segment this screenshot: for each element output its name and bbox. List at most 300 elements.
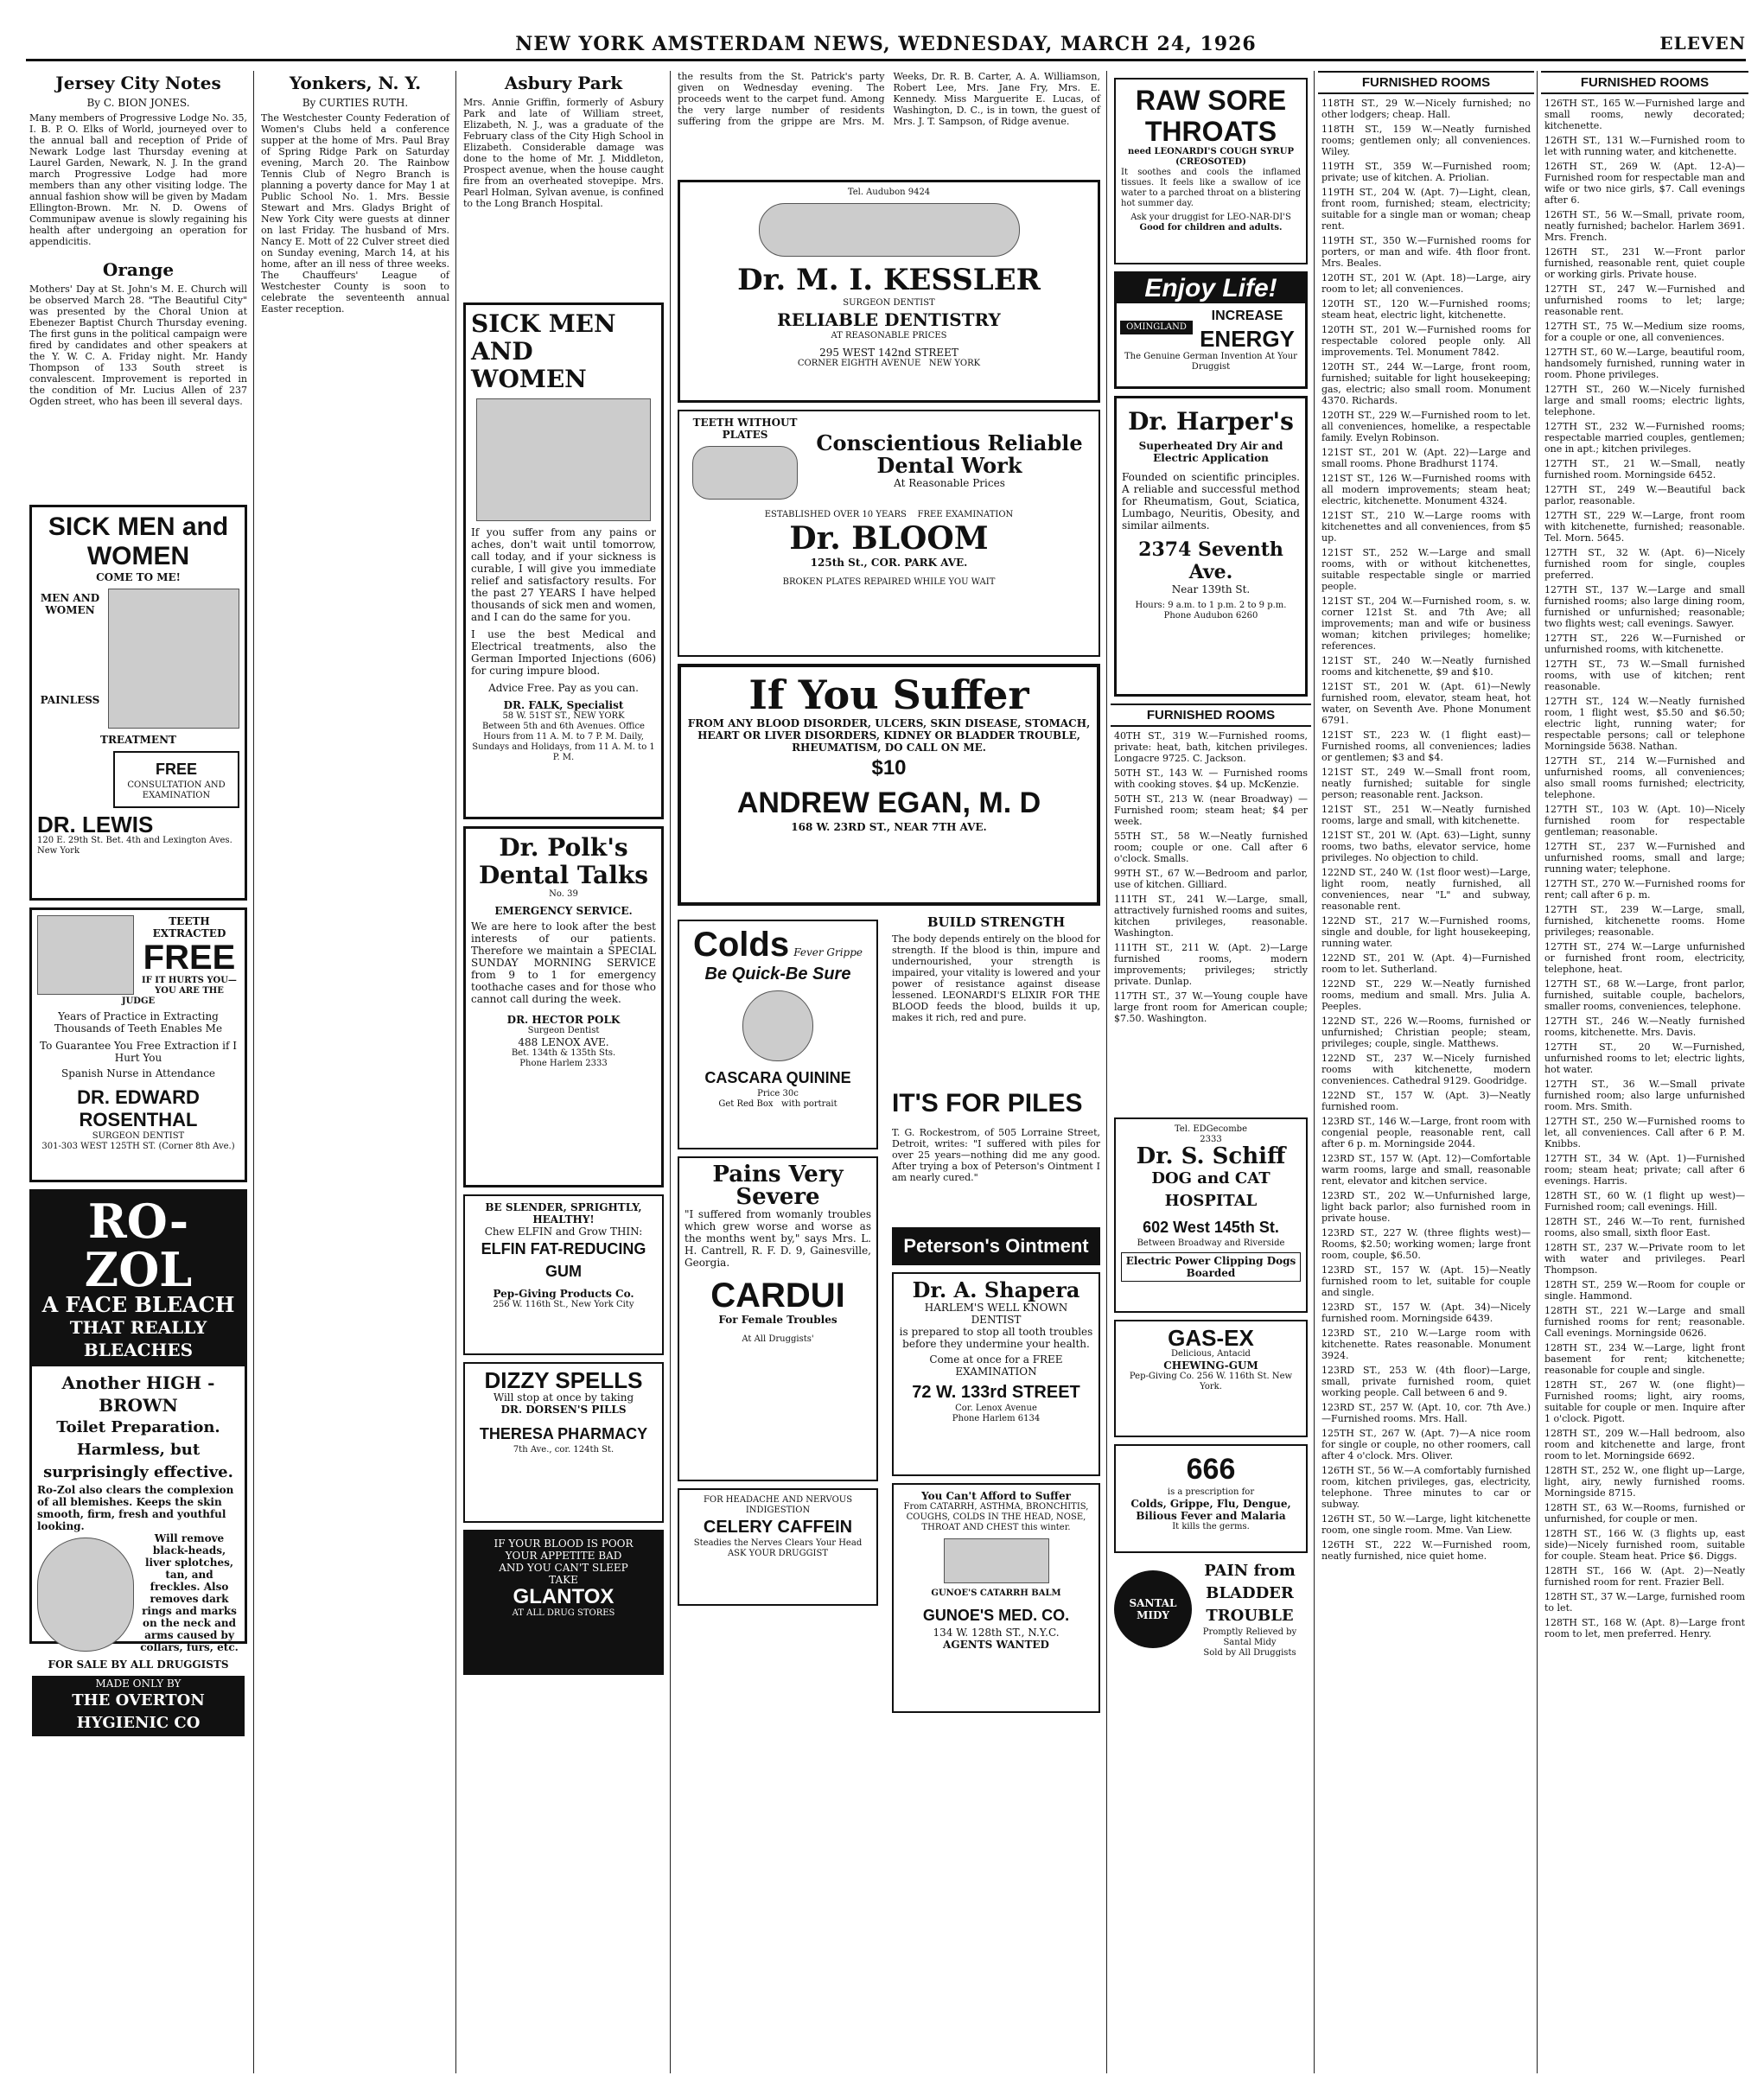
ad-bloom-address: 125th St., COR. PARK AVE. xyxy=(810,557,968,569)
ad-lewis-free: FREE xyxy=(155,761,197,778)
column-rule xyxy=(670,71,671,2073)
ad-rosenthal-hurts: IF IT HURTS YOU— YOU ARE THE JUDGE xyxy=(121,976,237,1006)
ad-harper-near: Near 139th St. xyxy=(1171,583,1251,595)
ad-shapera-name: Dr. A. Shapera xyxy=(912,1277,1080,1302)
ad-egan-fee: $10 xyxy=(871,756,907,780)
ad-enjoy-brand: OMINGLAND xyxy=(1120,321,1193,334)
list-item: 126TH ST., 165 W.—Furnished large and small rooms, newly decorated; kitchenette. xyxy=(1544,98,1745,131)
list-item: 117TH ST., 37 W.—Young couple have large front room for American couple; $7.50. Washington. xyxy=(1114,990,1308,1024)
ad-kessler-address: 295 WEST 142nd STREET xyxy=(819,347,958,359)
ad-dr-polk xyxy=(463,826,664,1187)
ad-polk-address: 488 LENOX AVE. xyxy=(518,1036,609,1048)
ad-rosenthal-guarantee: To Guarantee You Free Extraction if I Hurt You xyxy=(40,1040,237,1064)
ad-raw-sore-throats xyxy=(1114,78,1308,264)
ad-666-number: 666 xyxy=(1186,1453,1236,1486)
asbury-text: Mrs. Annie Griffin, formerly of Asbury Park and late of William street, Elizabeth, N. J., was a graduate of the February class of the City High School in Elizabeth. Considerable damage was done to the home of Mr. J. Middleton, Prospect avenue, when the house caught fire from an overheated stovepipe. Mrs. Pearl Holman, Sylvan avenue, is confined to the Long Branch Hospital. xyxy=(463,97,664,209)
ad-lewis-headline: SICK MEN and WOMEN xyxy=(48,513,229,570)
list-item: 121ST ST., 240 W.—Neatly furnished rooms and kitchenette, $9 and $10. xyxy=(1321,655,1531,678)
column-rule xyxy=(1537,71,1538,2073)
list-item: 121ST ST., 210 W.—Large rooms with kitchenettes and all conveniences, from $5 up. xyxy=(1321,510,1531,544)
ad-dr-egan xyxy=(678,664,1100,906)
ad-glantox-line3: AND YOU CAN'T SLEEP xyxy=(499,1562,628,1574)
column-6 xyxy=(1318,71,1534,2073)
ad-polk-phone: Phone Harlem 2333 xyxy=(519,1059,608,1068)
ad-bloom-name: Dr. BLOOM xyxy=(789,520,989,557)
ad-santal-midy xyxy=(1114,1560,1308,1659)
ad-gasex-gum: CHEWING-GUM xyxy=(1163,1359,1258,1372)
ad-lewis-name: DR. LEWIS xyxy=(37,812,154,837)
column-rule xyxy=(253,71,254,2073)
ad-egan-address: 168 W. 23RD ST., NEAR 7TH AVE. xyxy=(791,821,987,833)
ad-enjoy-energy: ENERGY xyxy=(1200,326,1295,352)
ad-cardui-druggists: At All Druggists' xyxy=(742,1334,814,1344)
list-item: 119TH ST., 350 W.—Furnished rooms for porters, or man and wife. 4th floor front. Mrs. Beales. xyxy=(1321,235,1531,269)
ad-gas-ex xyxy=(1114,1320,1308,1437)
ad-rozol-another: Another HIGH - BROWN xyxy=(61,1372,215,1416)
ad-gasex-sub: Delicious, Antacid xyxy=(1171,1349,1251,1359)
column-3 xyxy=(460,71,667,2073)
list-item: 120TH ST., 244 W.—Large, front room, furnished; suitable for light housekeeping; gas, electric; also small room. Monument 4370. Richards. xyxy=(1321,361,1531,406)
ad-cardui-body: "I suffered from womanly troubles which grew worse and worse as the months went by," says Mrs. L. H. Cantrell, R. F. D. 9, Gainesville, Georgia. xyxy=(685,1208,871,1269)
ad-rozol-sale: FOR SALE BY ALL DRUGGISTS xyxy=(48,1659,229,1671)
ad-falk-treat: I use the best Medical and Electrical treatments, also the German Imported Injections (606) for curing impure blood. xyxy=(471,628,656,677)
piles-text: T. G. Rockestrom, of 505 Lorraine Street, Detroit, writes: "I suffered with piles for over 25 years—nothing did me any good. After trying a box of Peterson's Ointment I am nearly cured." xyxy=(892,1127,1100,1183)
ad-falk-advice: Advice Free. Pay as you can. xyxy=(488,682,639,694)
ad-rosenthal-teeth: TEETH EXTRACTED xyxy=(152,915,226,939)
list-item: 121ST ST., 252 W.—Large and small rooms, with or without kitchenettes, suitable respectable single or married people. xyxy=(1321,547,1531,592)
ad-gasex-maker: Pep-Giving Co. 256 W. 116th St. New York. xyxy=(1129,1372,1293,1391)
ad-gunoe-body: From CATARRH, ASTHMA, BRONCHITIS, COUGHS, COLDS IN THE HEAD, NOSE, THROAT AND CHEST this winter. xyxy=(903,1502,1089,1532)
ad-schiff-hospital: DOG and CAT HOSPITAL xyxy=(1151,1169,1270,1210)
ad-glantox-line4: TAKE xyxy=(549,1574,578,1586)
list-item: 127TH ST., 68 W.—Large, front parlor, furnished, suitable couple, bachelors, smaller rooms, conveniences, telephone. xyxy=(1544,978,1745,1012)
list-item: 127TH ST., 103 W. (Apt. 10)—Nicely furnished room for respectable gentleman; reasonable. xyxy=(1544,804,1745,837)
ad-lewis-mw: MEN AND WOMEN xyxy=(40,592,100,616)
list-item: 121ST ST., 201 W. (Apt. 61)—Newly furnished room, elevator, steam heat, hot water, on Seventh Ave. Phone Monument 6791. xyxy=(1321,681,1531,726)
column-4-news-text: the results from the St. Patrick's party given on Wednesday evening. The proceeds went to the carpet fund. Among the very large number of residents suffering from the grippe are Mrs. M. Weeks, Dr. R. B. Carter, A. A. Williamson, Robert Lee, Mrs. Jane Fry, Mrs. E. Kennedy. Miss Marguerite E. Lucas, of Washington, D. C., is in town, the guest of Mrs. J. T. Sampson, of Ridge avenue. xyxy=(678,71,1100,127)
ad-dizzy-headline: DIZZY SPELLS xyxy=(484,1367,643,1393)
ad-bloom-broken: BROKEN PLATES REPAIRED WHILE YOU WAIT xyxy=(782,577,996,587)
list-item: 50TH ST., 143 W. — Furnished rooms with cooking stoves. $4 up. McKenzie. xyxy=(1114,767,1308,790)
list-item: 119TH ST., 204 W. (Apt. 7)—Light, clean, front room, furnished; steam, electricity; suitable for a single man or woman; cheap rent. xyxy=(1321,187,1531,232)
list-item: 123RD ST., 146 W.—Large, front room with congenial people, reasonable rent, call after 6 p. m. Morningside 2044. xyxy=(1321,1116,1531,1149)
column-rule xyxy=(1106,71,1107,2073)
ad-polk-between: Bet. 134th & 135th Sts. xyxy=(511,1048,616,1058)
ad-enjoy-german: The Genuine German Invention At Your Druggist xyxy=(1124,352,1297,372)
ad-shapera-free: Come at once for a FREE EXAMINATION xyxy=(929,1353,1063,1378)
ad-gunoe-agents: AGENTS WANTED xyxy=(943,1639,1049,1651)
list-item: 127TH ST., 36 W.—Small private furnished room; also large unfurnished room. Mrs. Smith. xyxy=(1544,1079,1745,1112)
ad-throats-good: Good for children and adults. xyxy=(1139,223,1283,232)
list-item: 121ST ST., 249 W.—Small front room, neatly furnished; suitable for single person; reasonable rent. Jackson. xyxy=(1321,767,1531,800)
ad-colds-quinine xyxy=(678,920,878,1149)
ad-shapera-phone: Phone Harlem 6134 xyxy=(952,1414,1041,1423)
list-item: 128TH ST., 60 W. (1 flight up west)—Furnished room; call evenings. Hill. xyxy=(1544,1190,1745,1213)
furnished-rooms-heading: FURNISHED ROOMS xyxy=(1541,71,1748,94)
list-item: 40TH ST., 319 W.—Furnished rooms, private: heat, bath, kitchen privileges. Longacre 9725. C. Jackson. xyxy=(1114,730,1308,764)
ad-cardui-brand: CARDUI xyxy=(710,1277,845,1315)
list-item: 123RD ST., 157 W. (Apt. 12)—Comfortable warm rooms, large and small, reasonable rent, elevator and kitchen service. xyxy=(1321,1153,1531,1187)
ad-schiff-tel: Tel. EDGecombe xyxy=(1174,1124,1247,1134)
ad-rozol-harmless: Harmless, but surprisingly effective. xyxy=(43,1441,233,1481)
page-folio: ELEVEN xyxy=(1659,33,1746,54)
ad-throats-headline: RAW SORE THROATS xyxy=(1135,85,1287,147)
ad-throats-ask: Ask your druggist for LEO-NAR-DI'S xyxy=(1130,213,1291,222)
ad-caffein-line3: Steadies the Nerves Clears Your Head xyxy=(693,1538,863,1548)
list-item: 123RD ST., 202 W.—Unfurnished large, light back parlor; also furnished room in private house. xyxy=(1321,1190,1531,1224)
ad-rozol-removes: Will remove black-heads, liver splotches, tan, and freckles. Also removes dark rings and marks on the neck and arms caused by collars, furs, etc. xyxy=(140,1532,239,1653)
list-item: 127TH ST., 73 W.—Small furnished rooms, with use of kitchen; rent reasonable. xyxy=(1544,659,1745,692)
ad-lewis-consult: CONSULTATION AND EXAMINATION xyxy=(127,780,226,800)
list-item: 118TH ST., 29 W.—Nicely furnished; no other lodgers; cheap. Hall. xyxy=(1321,98,1531,120)
list-item: 127TH ST., 260 W.—Nicely furnished large and small rooms; electric lights, telephone. xyxy=(1544,384,1745,417)
list-item: 123RD ST., 227 W. (three flights west)—Rooms, $2.50; working women; large front room, couple, $6.50. xyxy=(1321,1227,1531,1261)
ad-dr-harper xyxy=(1114,396,1308,697)
list-item: 122ND ST., 237 W.—Nicely furnished rooms with kitchenette, modern conveniences. Cathedral 9129. Goodridge. xyxy=(1321,1053,1531,1086)
ad-glantox-line6: AT ALL DRUG STORES xyxy=(512,1608,615,1618)
doctor-illustration xyxy=(108,589,239,729)
build-strength-heading: BUILD STRENGTH xyxy=(927,914,1066,930)
ad-glantox xyxy=(463,1530,664,1675)
ad-schiff-clipping: Electric Power Clipping Dogs Boarded xyxy=(1121,1252,1301,1282)
column-7 xyxy=(1541,71,1748,2073)
list-item: 126TH ST., 131 W.—Furnished room to let with running water, and kitchenette. xyxy=(1544,135,1745,157)
ad-rosenthal-free: FREE xyxy=(143,939,236,977)
ad-egan-body: FROM ANY BLOOD DISORDER, ULCERS, SKIN DISEASE, STOMACH, HEART OR LIVER DISORDERS, KIDNEY OR BLADDER TROUBLE, RHEUMATISM, DO CALL ON ME. xyxy=(687,717,1091,754)
ad-shapera-tag: HARLEM'S WELL KNOWN DENTIST xyxy=(924,1302,1068,1326)
ad-throats-body: It soothes and cools the inflamed tissues. It feels like a swallow of ice water to a parched throat on a blistering hot summer day. xyxy=(1121,168,1301,208)
ad-dizzy-address: 7th Ave., cor. 124th St. xyxy=(513,1445,615,1455)
list-item: 127TH ST., 239 W.—Large, small, furnished, kitchenette rooms. Home privileges; reasonable. xyxy=(1544,904,1745,938)
ad-cardui-headline: Pains Very Severe xyxy=(712,1162,844,1210)
list-item: 122ND ST., 157 W. (Apt. 3)—Neatly furnished room. xyxy=(1321,1090,1531,1112)
ad-gunoe-address: 134 W. 128th ST., N.Y.C. xyxy=(933,1627,1060,1639)
ad-santal-body: Promptly Relieved by Santal Midy xyxy=(1202,1627,1297,1647)
ad-harper-hours: Hours: 9 a.m. to 1 p.m. 2 to 9 p.m. xyxy=(1135,601,1287,610)
list-item: 123RD ST., 157 W. (Apt. 15)—Neatly furnished room to let, suitable for couple and single. xyxy=(1321,1264,1531,1298)
list-item: 127TH ST., 20 W.—Furnished, unfurnished rooms to let; electric lights, hot water. xyxy=(1544,1041,1745,1075)
ad-rozol-prep: Toilet Preparation. xyxy=(56,1418,220,1436)
list-item: 127TH ST., 214 W.—Furnished and unfurnished rooms, all conveniences; also small rooms furnished; electricity, telephone. xyxy=(1544,755,1745,800)
list-item: 127TH ST., 229 W.—Large, front room with kitchenette, furnished; reasonable. Tel. Morn. 5645. xyxy=(1544,510,1745,544)
balm-tin-illustration xyxy=(944,1538,1049,1583)
list-item: 128TH ST., 166 W. (Apt. 2)—Neatly furnished room for rent. Frazier Bell. xyxy=(1544,1565,1745,1588)
yonkers-text: The Westchester County Federation of Women's Clubs held a conference supper at the home of Mrs. Paul Bray of Spring Ridge Park on Saturday evening, March 20. The Rainbow Tennis Club of Negro Branch is planning a poverty dance for May 1 at Public School No. 1. Mrs. Bessie Stewart and Mrs. Gladys Bright of New York City were guests at dinner on last Friday. The husband of Mrs. Nancy E. Mott of 22 Culver street died on Sunday evening, March 14, at his home, after an ill ness of three weeks. The Chauffeurs' League of Westchester County is soon to celebrate the seventeenth annual Easter reception. xyxy=(261,112,449,315)
jersey-city-text: Many members of Progressive Lodge No. 35, I. B. P. O. Elks of World, journeyed over to the annual ball and reception of Pride of Newark Lodge last Thursday evening at Laurel Garden, Newark, N. J. In the grand march Progressive Lodge had more members than any other visiting lodge. The annual fashion show will be given by Madam Ellington-Brown. Mr. N. D. Owens of Communipaw avenue is slowly regaining his health after undergoing an operation for appendicitis. xyxy=(29,112,247,247)
ad-santal-headline: PAIN from BLADDER TROUBLE xyxy=(1204,1562,1296,1625)
list-item: 125TH ST., 267 W. (Apt. 7)—A nice room for single or couple, no other roomers, call after 4 o'clock. Mrs. Oliver. xyxy=(1321,1428,1531,1461)
ad-666 xyxy=(1114,1444,1308,1553)
list-item: 123RD ST., 210 W.—Large room with kitchenette. Rates reasonable. Monument 3924. xyxy=(1321,1328,1531,1361)
ad-dr-kessler xyxy=(678,180,1100,403)
list-item: 99TH ST., 67 W.—Bedroom and parlor, use of kitchen. Gilliard. xyxy=(1114,868,1308,890)
ad-bloom-headline: Conscientious Reliable Dental Work xyxy=(816,430,1083,478)
list-item: 128TH ST., 168 W. (Apt. 8)—Large front room to let, men preferred. Henry. xyxy=(1544,1617,1745,1639)
list-item: 123RD ST., 157 W. (Apt. 34)—Nicely furnished room. Morningside 6439. xyxy=(1321,1302,1531,1324)
santal-midy-seal: SANTAL MIDY xyxy=(1114,1570,1192,1648)
list-item: 126TH ST., 56 W.—Small, private room, neatly furnished; bachelor. Harlem 3691. Mrs. French. xyxy=(1544,209,1745,243)
jersey-city-heading: Jersey City Notes xyxy=(55,73,221,93)
list-item: 128TH ST., 221 W.—Large and small furnished rooms for rent; reasonable. Call evenings. Morningside 0626. xyxy=(1544,1305,1745,1339)
peterson-ointment-name: Peterson's Ointment xyxy=(903,1235,1089,1257)
list-item: 127TH ST., 21 W.—Small, neatly furnished room. Morningside 6452. xyxy=(1544,458,1745,481)
ad-rosenthal-title: SURGEON DENTIST xyxy=(92,1131,185,1141)
ad-dr-rosenthal xyxy=(29,907,247,1182)
furnished-rooms-list xyxy=(1541,98,1748,1639)
ad-rosenthal-years: Years of Practice in Extracting Thousands of Teeth Enables Me xyxy=(54,1010,223,1035)
ad-rozol-made: MADE ONLY BY xyxy=(95,1678,181,1690)
dentures-illustration xyxy=(759,203,1020,257)
list-item: 126TH ST., 231 W.—Front parlor furnished, reasonable rent, quiet couple or working girls. Private house. xyxy=(1544,246,1745,280)
list-item: 127TH ST., 274 W.—Large unfurnished or furnished front room, electricity, telephone, heat. xyxy=(1544,941,1745,975)
list-item: 128TH ST., 252 W., one flight up—Large, light, airy, newly furnished rooms. Morningside 8715. xyxy=(1544,1465,1745,1499)
ad-harper-sub: Superheated Dry Air and Electric Application xyxy=(1138,440,1283,464)
list-item: 127TH ST., 124 W.—Neatly furnished room, 1 flight west, $5.50 and $6.50; electric light, running water; for respectable persons; call or telephone Morningside 5638. Nathan. xyxy=(1544,696,1745,752)
ad-enjoy-life xyxy=(1114,271,1308,389)
ad-rozol-footer xyxy=(32,1676,245,1736)
list-item: 120TH ST., 201 W.—Furnished rooms for respectable colored people only. All improvements. Tel. Monument 7842. xyxy=(1321,324,1531,358)
list-item: 122ND ST., 217 W.—Furnished rooms, single and double, for light housekeeping, running water. xyxy=(1321,915,1531,949)
list-item: 127TH ST., 75 W.—Medium size rooms, for a couple or one, all conveniences. xyxy=(1544,321,1745,343)
ad-falk-address: 58 W. 51ST ST., NEW YORK xyxy=(502,711,625,721)
ad-enjoy-increase: INCREASE xyxy=(1211,309,1283,323)
list-item: 128TH ST., 166 W. (3 flights up, east side)—Nicely furnished room, suitable for couple. Steam heat. Price $6. Diggs. xyxy=(1544,1528,1745,1562)
ad-colds-price: Price 30c xyxy=(757,1089,799,1098)
list-item: 128TH ST., 246 W.—To rent, furnished rooms, also small, sixth floor East. xyxy=(1544,1216,1745,1238)
ad-glantox-line2: YOUR APPETITE BAD xyxy=(505,1550,622,1562)
ad-lewis-address: 120 E. 29th St. Bet. 4th and Lexington Aves. New York xyxy=(37,836,232,856)
ad-glantox-line1: IF YOUR BLOOD IS POOR xyxy=(494,1538,634,1550)
ad-egan-headline: If You Suffer xyxy=(748,672,1029,718)
ad-dr-shapera xyxy=(892,1272,1100,1476)
column-5 xyxy=(1111,71,1311,2073)
ad-dr-falk xyxy=(463,302,664,819)
list-item: 121ST ST., 204 W.—Furnished room, s. w. corner 121st St. and 7th Ave; all improvements; man and wife or business woman; kitchen privileges; homelike; references. xyxy=(1321,595,1531,652)
ad-lewis-free-box xyxy=(113,751,239,808)
ad-kessler-tel: Tel. Audubon 9424 xyxy=(847,188,931,197)
ad-colds-fever: Fever Grippe xyxy=(793,946,863,958)
ad-falk-headline: SICK MEN AND WOMEN xyxy=(471,309,616,393)
furnished-rooms-heading: FURNISHED ROOMS xyxy=(1318,71,1534,94)
list-item: 127TH ST., 137 W.—Large and small furnished rooms; also large dining room, furnished or unfurnished; reasonable; two flights west; call evenings. Sawyer. xyxy=(1544,584,1745,629)
list-item: 55TH ST., 58 W.—Neatly furnished room; couple or one. Call after 6 o'clock. Smalls. xyxy=(1114,831,1308,864)
ad-schiff-name: Dr. S. Schiff xyxy=(1136,1143,1286,1169)
list-item: 127TH ST., 32 W. (Apt. 6)—Nicely furnished room for single, couples preferred. xyxy=(1544,547,1745,581)
ad-rosenthal-name: DR. EDWARD ROSENTHAL xyxy=(77,1086,200,1130)
physician-illustration xyxy=(476,398,651,521)
list-item: 111TH ST., 211 W. (Apt. 2)—Large furnished rooms, modern improvements; privileges; strictly private. Dunlap. xyxy=(1114,942,1308,987)
ad-cardui xyxy=(678,1156,878,1481)
ad-santal-sold: Sold by All Druggists xyxy=(1203,1648,1296,1658)
list-item: 126TH ST., 222 W.—Furnished room, neatly furnished, nice quiet home. xyxy=(1321,1539,1531,1562)
list-item: 122ND ST., 229 W.—Neatly furnished rooms, medium and small. Mrs. Julia A. Peeples. xyxy=(1321,978,1531,1012)
ad-caffein-line1: FOR HEADACHE AND NERVOUS INDIGESTION xyxy=(703,1495,853,1515)
list-item: 120TH ST., 120 W.—Furnished rooms; steam heat, electric light, kitchenette. xyxy=(1321,298,1531,321)
ad-glantox-brand: GLANTOX xyxy=(513,1585,615,1608)
ad-polk-title: Surgeon Dentist xyxy=(527,1026,600,1035)
dentures-illustration xyxy=(37,915,134,995)
list-item: 127TH ST., 232 W.—Furnished rooms; respectable married couples, gentlemen; one in apt.; kitchen privileges. xyxy=(1544,421,1745,455)
ad-lewis-sub: COME TO ME! xyxy=(96,571,181,583)
ad-666-body: is a prescription for xyxy=(1167,1487,1255,1497)
ad-gunoe-balm: GUNOE'S CATARRH BALM xyxy=(931,1589,1061,1598)
list-item: 128TH ST., 259 W.—Room for couple or single. Hammond. xyxy=(1544,1279,1745,1302)
ad-dr-bloom xyxy=(678,410,1100,657)
list-item: 126TH ST., 50 W.—Large, light kitchenette room, one single room. Mme. Van Liew. xyxy=(1321,1513,1531,1536)
yonkers-heading: Yonkers, N. Y. xyxy=(289,73,422,93)
column-4 xyxy=(674,71,1104,2073)
ad-elfin-maker: Pep-Giving Products Co. xyxy=(493,1288,634,1300)
ad-harper-name: Dr. Harper's xyxy=(1128,407,1294,436)
ad-elfin-name: ELFIN FAT-REDUCING GUM xyxy=(481,1240,646,1280)
list-item: 128TH ST., 234 W.—Large, light front basement for rent; kitchenette; reasonable for couple and single. xyxy=(1544,1342,1745,1376)
build-strength-text: The body depends entirely on the blood for strength. If the blood is thin, impure and undernourished, your strength is impaired, your vitality is lowered and your power of resistance against disease lessened. LEONARDI'S ELIXIR FOR THE BLOOD feeds the blood, builds it up, makes it rich, red and pure. xyxy=(892,933,1100,1023)
ad-bloom-established: ESTABLISHED OVER 10 YEARS FREE EXAMINATION xyxy=(764,510,1014,519)
list-item: 123RD ST., 257 W. (Apt. 10, cor. 7th Ave.)—Furnished rooms. Mrs. Hall. xyxy=(1321,1402,1531,1424)
ad-shapera-address: 72 W. 133rd STREET xyxy=(912,1383,1080,1402)
list-item: 128TH ST., 267 W. (one flight)—Furnished rooms; light, airy rooms, suitable for couple or men. Inquire after 1 o'clock. Pigott. xyxy=(1544,1379,1745,1424)
list-item: 127TH ST., 247 W.—Furnished and unfurnished rooms to let; large; reasonable rent. xyxy=(1544,283,1745,317)
ad-colds-quick: Be Quick-Be Sure xyxy=(704,965,851,984)
list-item: 121ST ST., 126 W.—Furnished rooms with all modern improvements; steam heat; electric, kitchenette. Monument 4324. xyxy=(1321,473,1531,506)
ad-polk-headline: Dr. Polk's Dental Talks xyxy=(478,833,648,889)
list-item: 128TH ST., 237 W.—Private room to let with water and privileges. Pearl Thompson. xyxy=(1544,1242,1745,1276)
list-item: 128TH ST., 209 W.—Hall bedroom, also room and kitchenette and large, front room to let. Morningside 6692. xyxy=(1544,1428,1745,1461)
ad-666-kills: It kills the germs. xyxy=(1172,1522,1250,1531)
ad-harper-body: Founded on scientific principles. A reliable and successful method for Rheumatism, Gout, Sciatica, Lumbago, Neuritis, Obesity, and similar ailments. xyxy=(1122,471,1300,532)
ad-dr-lewis xyxy=(29,505,247,901)
ad-rosenthal-nurse: Spanish Nurse in Attendance xyxy=(60,1067,216,1079)
list-item: 122ND ST., 226 W.—Rooms, furnished or unfurnished; Christian people; steam, privileges; couple, single. Matthews. xyxy=(1321,1016,1531,1049)
ad-enjoy-headline: Enjoy Life! xyxy=(1117,274,1305,303)
masthead-title: NEW YORK AMSTERDAM NEWS, WEDNESDAY, MARCH 24, 1926 xyxy=(515,33,1257,55)
ad-kessler-tag: RELIABLE DENTISTRY xyxy=(777,309,1001,330)
column-1 xyxy=(26,71,251,2073)
orange-heading: Orange xyxy=(102,259,175,280)
ad-polk-number: No. 39 xyxy=(549,889,578,899)
list-item: 127TH ST., 246 W.—Neatly furnished rooms, kitchenette. Mrs. Davis. xyxy=(1544,1016,1745,1038)
list-item: 121ST ST., 251 W.—Neatly furnished rooms, large and small, with kitchenette. xyxy=(1321,804,1531,826)
list-item: 127TH ST., 249 W.—Beautiful back parlor, reasonable. xyxy=(1544,484,1745,506)
ad-shapera-body: is prepared to stop all tooth troubles before they undermine your health. xyxy=(899,1326,1093,1350)
ad-colds-brand: CASCARA QUININE xyxy=(704,1069,851,1086)
ad-bloom-prices: At Reasonable Prices xyxy=(894,477,1005,489)
ad-falk-hours: Between 5th and 6th Avenues. Office Hours from 11 A. M. to 7 P. M. Daily, Sundays and Holidays, from 11 A. M. to 1 P. M. xyxy=(472,722,655,762)
ad-throats-need: need LEONARDI'S COUGH SYRUP (CREOSOTED) xyxy=(1128,147,1294,167)
column-rule xyxy=(1314,71,1315,2073)
ad-lewis-painless: PAINLESS TREATMENT xyxy=(40,694,176,746)
ad-harper-address: 2374 Seventh Ave. xyxy=(1138,538,1283,583)
list-item: 121ST ST., 223 W. (1 flight east)—Furnished rooms, all conveniences; ladies or gentlemen; $3 and $4. xyxy=(1321,729,1531,763)
orange-text: Mothers' Day at St. John's M. E. Church will be observed March 28. "The Beautiful City" was presented by the Choral Union at Ebenezer Baptist Church Thursday evening. The first guns in the political campaign were fired by candidates and other speakers at the Y. W. C. A. Friday night. Mr. Handy Thompson of 133 South street is convalescent. Improvement is reported in the condition of Mr. Lucius Allen of 237 Ogden street, who has been ill several days. xyxy=(29,283,247,407)
ad-shapera-cor: Cor. Lenox Avenue xyxy=(955,1404,1037,1413)
list-item: 127TH ST., 226 W.—Furnished or unfurnished rooms, with kitchenette. xyxy=(1544,633,1745,655)
furnished-rooms-heading: FURNISHED ROOMS xyxy=(1111,704,1311,727)
ad-polk-name: DR. HECTOR POLK xyxy=(506,1014,621,1026)
ad-elfin-gum xyxy=(463,1194,664,1355)
ad-caffein-line4: ASK YOUR DRUGGIST xyxy=(727,1549,829,1558)
list-item: 127TH ST., 60 W.—Large, beautiful room, handsomely furnished, running water in room. Phone privileges. xyxy=(1544,347,1745,380)
list-item: 121ST ST., 201 W. (Apt. 22)—Large and small rooms. Phone Bradhurst 1174. xyxy=(1321,447,1531,469)
ad-kessler-corner: CORNER EIGHTH AVENUE NEW YORK xyxy=(797,359,981,368)
list-item: 118TH ST., 159 W.—Neatly furnished rooms; gentlemen only; all conveniences. Wiley. xyxy=(1321,124,1531,157)
ad-kessler-title: SURGEON DENTIST xyxy=(843,298,935,308)
list-item: 127TH ST., 250 W.—Furnished rooms to let, all conveniences. Call after 6 P. M. Knibbs. xyxy=(1544,1116,1745,1149)
list-item: 127TH ST., 270 W.—Furnished rooms for rent; call after 6 p. m. xyxy=(1544,878,1745,901)
list-item: 128TH ST., 63 W.—Rooms, furnished or unfurnished, for couple or men. xyxy=(1544,1502,1745,1525)
ad-elfin-line1: BE SLENDER, SPRIGHTLY, HEALTHY! xyxy=(485,1201,642,1226)
list-item: 120TH ST., 229 W.—Furnished room to let. all conveniences, homelike, a respectable family. Evelyn Robinson. xyxy=(1321,410,1531,443)
ad-rozol xyxy=(29,1189,247,1732)
ad-dr-schiff xyxy=(1114,1117,1308,1313)
yonkers-byline: By CURTIES RUTH. xyxy=(302,97,409,109)
ad-kessler-prices: AT REASONABLE PRICES xyxy=(831,331,947,341)
asbury-heading: Asbury Park xyxy=(504,73,623,93)
ad-elfin-address: 256 W. 116th St., New York City xyxy=(493,1300,634,1309)
list-item: 122ND ST., 240 W. (1st floor west)—Large, light room, neatly furnished, all conveniences, near "L" and subway, reasonable rent. xyxy=(1321,867,1531,912)
list-item: 127TH ST., 237 W.—Furnished and unfurnished rooms, small and large; running water; telephone. xyxy=(1544,841,1745,875)
list-item: 122ND ST., 201 W. (Apt. 4)—Furnished room to let. Sutherland. xyxy=(1321,952,1531,975)
ad-rozol-banner xyxy=(32,1192,245,1366)
column-rule xyxy=(455,71,456,2073)
ad-rozol-brand: RO-ZOL xyxy=(84,1194,193,1297)
list-item: 121ST ST., 201 W. (Apt. 63)—Light, sunny rooms, two baths, elevator service, home privileges. No objection to child. xyxy=(1321,830,1531,863)
ad-dizzy-body: Will stop at once by taking xyxy=(493,1391,634,1404)
ad-gunoe-catarrh xyxy=(892,1483,1100,1713)
list-item: 126TH ST., 269 W. (Apt. 12-A)—Furnished room for respectable man and wife or two nice girls, $7. Call evenings after 6. xyxy=(1544,161,1745,206)
ad-colds-box: Get Red Box with portrait xyxy=(718,1099,837,1109)
furnished-rooms-list xyxy=(1318,98,1534,1562)
piles-heading: IT'S FOR PILES xyxy=(892,1089,1083,1117)
ad-kessler-name: Dr. M. I. KESSLER xyxy=(737,263,1041,297)
ad-gunoe-maker: GUNOE'S MED. CO. xyxy=(922,1607,1070,1624)
jersey-city-byline: By C. BION JONES. xyxy=(86,97,190,109)
ad-bloom-plates: TEETH WITHOUT PLATES xyxy=(692,417,798,441)
list-item: 111TH ST., 241 W.—Large, small, attractively furnished rooms and suites, kitchen privileges, reasonable. Washington. xyxy=(1114,894,1308,939)
list-item: 120TH ST., 201 W. (Apt. 18)—Large, airy room to let; all conveniences. xyxy=(1321,272,1531,295)
ad-harper-phone: Phone Audubon 6260 xyxy=(1163,611,1258,621)
furnished-rooms-list xyxy=(1111,730,1311,1111)
ad-rozol-tag2: THAT REALLY BLEACHES xyxy=(69,1317,207,1360)
ad-falk-name: DR. FALK, Specialist xyxy=(503,699,624,711)
ad-celery-caffein xyxy=(678,1488,878,1606)
list-item: 128TH ST., 37 W.—Large, furnished room to let. xyxy=(1544,1591,1745,1614)
ad-dizzy-store: THERESA PHARMACY xyxy=(479,1425,648,1442)
ad-rozol-desc: Ro-Zol also clears the complexion of all blemishes. Keeps the skin smooth, firm, fresh and youthful looking. xyxy=(37,1484,234,1532)
list-item: 123RD ST., 253 W. (4th floor)—Large, small, private furnished room, quiet working people. Call between 6 and 9. xyxy=(1321,1365,1531,1398)
column-2 xyxy=(258,71,453,2073)
ad-schiff-address: 602 West 145th St. xyxy=(1143,1219,1279,1236)
hills-seal-illustration xyxy=(742,990,813,1061)
ad-cardui-for: For Female Troubles xyxy=(718,1314,837,1326)
ad-polk-body: We are here to look after the best interests of our patients. Therefore we maintain a SPECIAL SUNDAY MORNING SERVICE from 9 to 1 for emergency toothache cases and for those who cannot call during the week. xyxy=(471,920,656,1005)
ad-colds-headline: Colds xyxy=(692,926,790,964)
ad-rozol-tag1: A FACE BLEACH xyxy=(41,1292,235,1317)
masthead xyxy=(26,33,1746,61)
rozol-jar-illustration xyxy=(37,1538,134,1652)
ad-polk-service: EMERGENCY SERVICE. xyxy=(494,905,633,917)
ad-rozol-maker: THE OVERTON HYGIENIC CO xyxy=(72,1691,205,1732)
ad-gunoe-headline: You Can't Afford to Suffer xyxy=(921,1490,1071,1502)
ad-schiff-number: 2333 xyxy=(1200,1135,1222,1144)
list-item: 127TH ST., 34 W. (Apt. 1)—Furnished room; steam heat; private; call after 6 evenings. Harris. xyxy=(1544,1153,1745,1187)
ad-egan-name: ANDREW EGAN, M. D xyxy=(736,786,1041,819)
ad-elfin-line2: Chew ELFIN and Grow THIN: xyxy=(484,1226,643,1238)
ad-dizzy-pills: DR. DORSEN'S PILLS xyxy=(500,1404,627,1416)
dentures-illustration xyxy=(692,446,798,500)
peterson-ointment-banner xyxy=(892,1227,1100,1265)
list-item: 119TH ST., 359 W.—Furnished room; private; use of kitchen. A. Priolian. xyxy=(1321,161,1531,183)
